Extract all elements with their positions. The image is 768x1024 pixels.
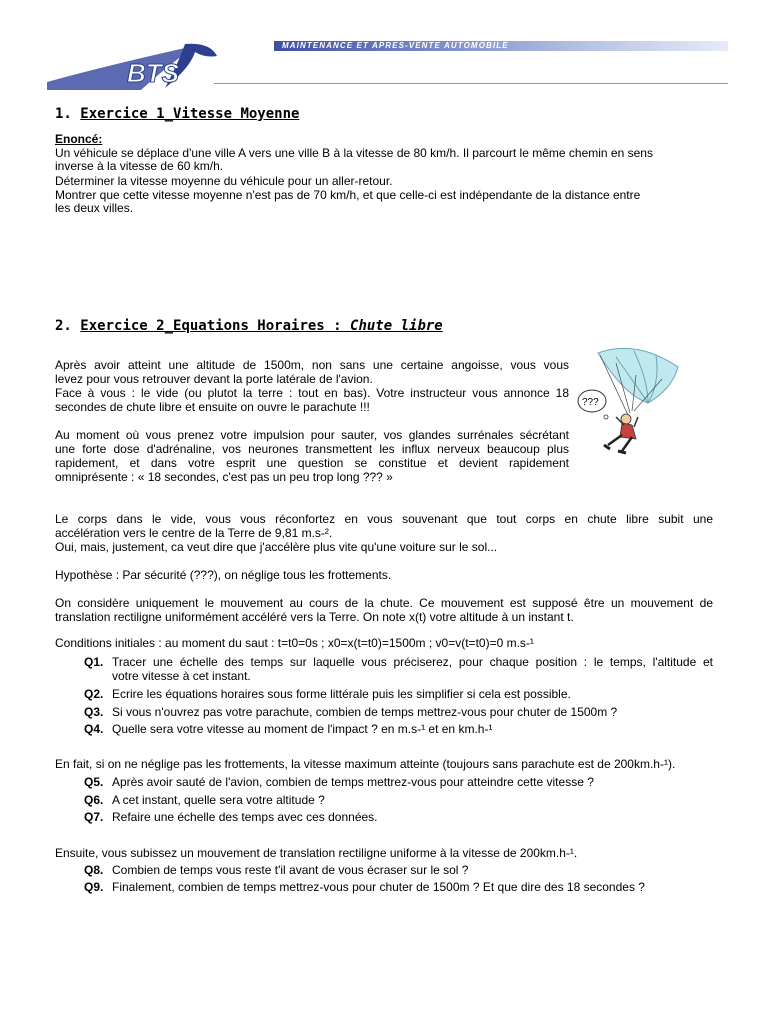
ex1-line-4: Montrer que cette vitesse moyenne n'est pas de 70 km/h, et que celle-ci est indépendante de la distance entre [55, 188, 641, 202]
q1-number: Q1. [84, 655, 104, 669]
q4-text: Quelle sera votre vitesse au moment de l'impact ? en m.s-¹ et en km.h-¹ [112, 722, 493, 736]
q3-number: Q3. [84, 705, 104, 719]
p3-line-3: Oui, mais, justement, ca veut dire que j'accélère plus vite qu'une voiture sur le sol... [55, 540, 498, 554]
ex1-heading: 1. Exercice 1_Vitesse Moyenne [55, 106, 300, 122]
header-rule [214, 83, 728, 84]
q4-number: Q4. [84, 722, 104, 736]
thought-bubble-text: ??? [582, 397, 599, 408]
p2-line-2: une forte dose d'adrénaline, vos neurones transmettent les influx nerveux beaucoup plus [55, 442, 569, 456]
p1-line-3: Face à vous : le vide (ou plutot la terre : tout en bas). Votre instructeur vous annonce 18 [55, 386, 569, 400]
p4-line-1: On considère uniquement le mouvement au cours de la chute. Ce mouvement est supposé être un mouvement de [55, 596, 713, 610]
ex1-line-1: Un véhicule se déplace d'une ville A vers une ville B à la vitesse de 80 km/h. Il parcourt le même chemin en sens [55, 146, 653, 160]
q2-number: Q2. [84, 687, 104, 701]
q2-text: Ecrire les équations horaires sous forme littérale puis les simplifier si cela est possible. [112, 687, 571, 701]
ex1-line-3: Déterminer la vitesse moyenne du véhicule pour un aller-retour. [55, 174, 393, 188]
ex1-line-2: inverse à la vitesse de 60 km/h. [55, 159, 224, 173]
q5-number: Q5. [84, 775, 104, 789]
ex1-line-5: les deux villes. [55, 201, 134, 215]
q6-number: Q6. [84, 793, 104, 807]
ex1-title: Exercice 1_Vitesse Moyenne [80, 106, 300, 122]
hypothese: Hypothèse : Par sécurité (???), on néglige tous les frottements. [55, 568, 392, 582]
p3-line-2: accélération vers le centre de la Terre de 9,81 m.s-². [55, 526, 333, 540]
q7-number: Q7. [84, 810, 104, 824]
q6-text: A cet instant, quelle sera votre altitude ? [112, 793, 325, 807]
p2-line-3: rapidement, et dans votre esprit une question se constitue et devient rapidement [55, 456, 569, 470]
q8-number: Q8. [84, 863, 104, 877]
ex2-title: Exercice 2_Equations Horaires : [80, 318, 351, 334]
p1-line-4: secondes de chute libre et ensuite on ouvre le parachute !!! [55, 400, 370, 414]
p2-line-1: Au moment où vous prenez votre impulsion pour sauter, vos glandes surrénales sécrétant [55, 428, 569, 442]
conditions-initiales: Conditions initiales : au moment du saut : t=t0=0s ; x0=x(t=t0)=1500m ; v0=v(t=t0)=0 m.s-¹ [55, 636, 534, 650]
q1-line-2: votre vitesse à cet instant. [112, 669, 251, 683]
q1-line-1: Tracer une échelle des temps sur laquelle vous préciserez, pour chaque position : le temps, l'altitude et [112, 655, 713, 669]
q3-text: Si vous n'ouvrez pas votre parachute, combien de temps mettrez-vous pour chuter de 1500m ? [112, 705, 618, 719]
q8-text: Combien de temps vous reste t'il avant de vous écraser sur le sol ? [112, 863, 469, 877]
enonce-label: Enoncé: [55, 132, 103, 146]
q9-number: Q9. [84, 880, 104, 894]
frottements: En fait, si on ne néglige pas les frottements, la vitesse maximum atteinte (toujours sans parachute est de 200km.h-¹). [55, 757, 676, 771]
ex2-title-italic: Chute libre [350, 318, 443, 334]
p1-line-2: levez pour vous retrouver devant la porte latérale de l'avion. [55, 372, 373, 386]
p2-line-4: omniprésente : « 18 secondes, c'est pas un peu trop long ??? » [55, 470, 393, 484]
bts-logo-text: BTS [127, 58, 179, 88]
q9-text: Finalement, combien de temps mettrez-vous pour chuter de 1500m ? Et que dire des 18 secondes ? [112, 880, 645, 894]
ensuite: Ensuite, vous subissez un mouvement de translation rectiligne uniforme à la vitesse de 200km.h-¹. [55, 846, 578, 860]
p3-line-1: Le corps dans le vide, vous vous réconfortez en vous souvenant que tout corps en chute libre subit une [55, 512, 713, 526]
header-banner-text: MAINTENANCE ET APRES-VENTE AUTOMOBILE [282, 41, 509, 50]
q7-text: Refaire une échelle des temps avec ces données. [112, 810, 378, 824]
q5-text: Après avoir sauté de l'avion, combien de temps mettrez-vous pour atteindre cette vitesse ? [112, 775, 594, 789]
bts-logo [45, 38, 225, 94]
ex2-heading: 2. Exercice 2_Equations Horaires : Chute libre [55, 318, 443, 334]
p1-line-1: Après avoir atteint une altitude de 1500m, non sans une certaine angoisse, vous vous [55, 358, 569, 372]
parachutist-illustration [576, 345, 682, 457]
p4-line-2: translation rectiligne uniformément accéléré vers la Terre. On note x(t) votre altitude à un instant t. [55, 610, 574, 624]
